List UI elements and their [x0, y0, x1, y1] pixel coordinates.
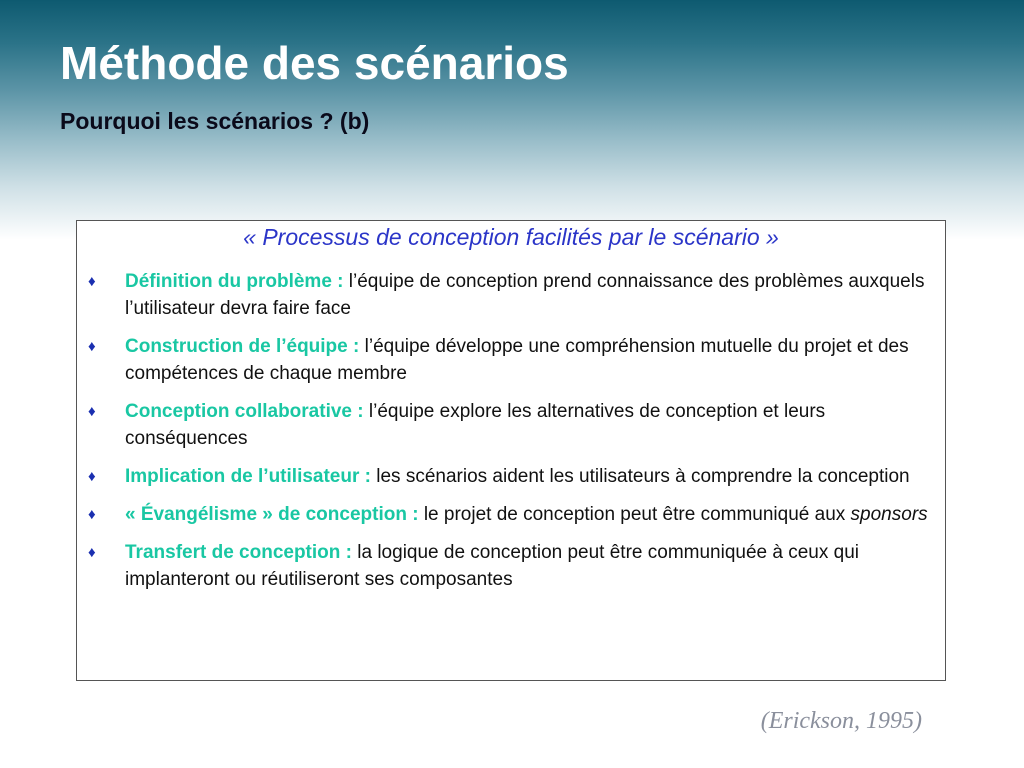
- box-heading: « Processus de conception facilités par le scénario »: [243, 224, 779, 250]
- list-item: [77, 333, 945, 387]
- diamond-bullet-icon: ♦: [88, 273, 96, 290]
- content-box: [76, 220, 946, 681]
- bullet-description-italic: sponsors: [850, 504, 928, 525]
- list-item: [77, 268, 945, 322]
- diamond-bullet-icon: ♦: [88, 544, 96, 561]
- diamond-bullet-icon: ♦: [88, 338, 96, 355]
- citation: (Erickson, 1995): [760, 708, 922, 734]
- bullet-term: Transfert de conception :: [125, 542, 352, 563]
- bullet-term: Implication de l’utilisateur :: [125, 466, 371, 487]
- diamond-bullet-icon: ♦: [88, 468, 96, 485]
- list-item: [77, 398, 945, 452]
- bullet-term: Construction de l’équipe :: [125, 336, 360, 357]
- bullet-description: les scénarios aident les utilisateurs à comprendre la conception: [376, 466, 910, 487]
- bullet-description: le projet de conception peut être communiqué aux: [423, 504, 846, 525]
- list-item: [77, 539, 945, 593]
- bullet-list: [77, 268, 945, 604]
- bullet-description: l’équipe de conception prend connaissance des problèmes auxquels l’utilisateur devra faire face: [125, 271, 925, 319]
- list-item: [77, 501, 945, 528]
- bullet-term: Conception collaborative :: [125, 401, 364, 422]
- bullet-term: « Évangélisme » de conception :: [125, 504, 419, 525]
- list-item: [77, 463, 945, 490]
- bullet-description: l’équipe développe une compréhension mutuelle du projet et des compétences de chaque membre: [125, 336, 909, 384]
- bullet-description: la logique de conception peut être communiquée à ceux qui implanteront ou réutiliseront ses composantes: [125, 542, 859, 590]
- slide-subtitle: Pourquoi les scénarios ? (b): [60, 108, 370, 134]
- diamond-bullet-icon: ♦: [88, 403, 96, 420]
- bullet-term: Définition du problème :: [125, 271, 344, 292]
- diamond-bullet-icon: ♦: [88, 506, 96, 523]
- slide-title: Méthode des scénarios: [60, 37, 569, 89]
- bullet-description: l’équipe explore les alternatives de conception et leurs conséquences: [125, 401, 826, 449]
